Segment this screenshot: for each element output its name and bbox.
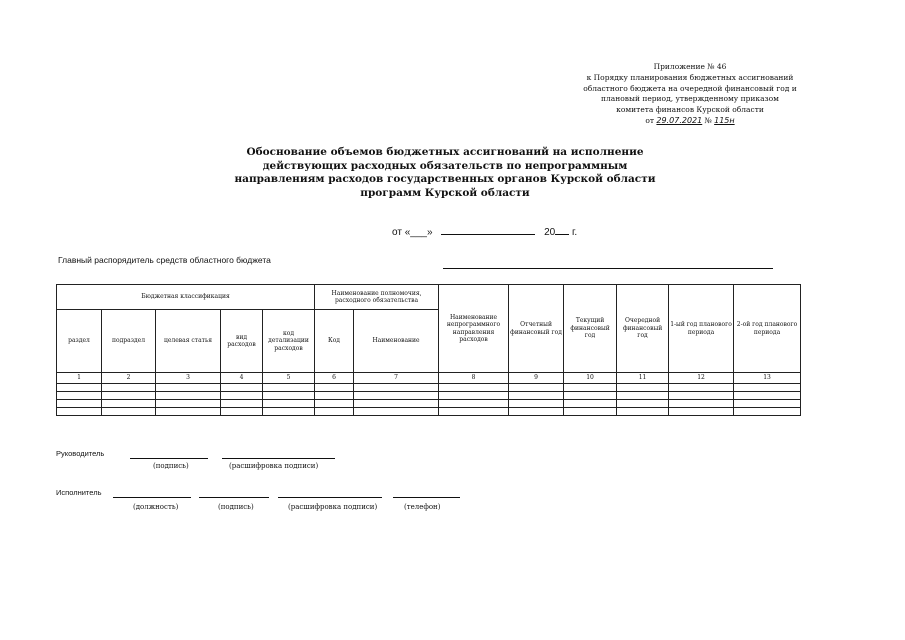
header-code: Код: [315, 310, 354, 373]
appendix-date-value: 29.07.2021: [656, 115, 703, 125]
chief-manager-field[interactable]: [443, 268, 773, 269]
appendix-text-line: плановый период, утвержденному приказом: [601, 94, 779, 104]
exec-signature-line[interactable]: [199, 497, 269, 498]
header-current-year: Текущий финансовый год: [564, 285, 617, 373]
appendix-number-value: 115н: [714, 115, 735, 125]
table-row[interactable]: [57, 400, 801, 408]
year-blank[interactable]: [555, 225, 569, 235]
head-caption-sign: (подпись): [153, 462, 189, 470]
head-label: Руководитель: [56, 449, 105, 458]
column-number: 8: [439, 373, 509, 384]
column-number: 11: [617, 373, 669, 384]
year-suffix: г.: [571, 227, 578, 238]
document-title: [230, 146, 660, 200]
header-plan-year-1: 1-ый год планового периода: [669, 285, 734, 373]
column-number: 2: [102, 373, 156, 384]
header-name: Наименование: [354, 310, 439, 373]
month-blank[interactable]: [441, 225, 535, 235]
column-number: 7: [354, 373, 439, 384]
exec-caption-position: (должность): [133, 503, 179, 511]
column-number: 12: [669, 373, 734, 384]
header-nonprogram: Наименование непрограммного направления расходов: [439, 285, 509, 373]
head-caption-decode: (расшифровка подписи): [229, 462, 319, 470]
exec-position-line[interactable]: [113, 497, 191, 498]
head-decode-line[interactable]: [222, 458, 335, 459]
chief-manager-label: Главный распорядитель средств областного бюджета: [58, 255, 271, 265]
title-line: направлениям расходов государственных органов Курской области: [234, 173, 656, 185]
column-number: 1: [57, 373, 102, 384]
header-expense-type: вид расходов: [221, 310, 263, 373]
header-plan-year-2: 2-ой год планового периода: [734, 285, 801, 373]
table-row[interactable]: [57, 408, 801, 416]
header-subsection: подраздел: [102, 310, 156, 373]
title-line: действующих расходных обязательств по непрограммным: [262, 159, 628, 172]
column-number: 3: [156, 373, 221, 384]
column-number: 10: [564, 373, 617, 384]
exec-caption-phone: (телефон): [404, 503, 441, 511]
budget-table: [56, 284, 801, 416]
appendix-text-line: комитета финансов Курской области: [616, 105, 764, 115]
table-row[interactable]: [57, 384, 801, 392]
appendix-text-line: к Порядку планирования бюджетных ассигнований: [586, 72, 794, 82]
table-row[interactable]: [57, 392, 801, 400]
appendix-title: Приложение № 46: [653, 62, 727, 71]
head-signature-line[interactable]: [130, 458, 208, 459]
appendix-block: [575, 62, 805, 127]
column-number: 6: [315, 373, 354, 384]
appendix-date-line: [575, 116, 805, 127]
header-next-year: Очередной финансовый год: [617, 285, 669, 373]
exec-caption-decode: (расшифровка подписи): [288, 503, 378, 511]
document-date-row: [392, 225, 577, 238]
exec-phone-line[interactable]: [393, 497, 460, 498]
exec-caption-sign: (подпись): [218, 503, 254, 511]
column-number: 13: [734, 373, 801, 384]
header-section: раздел: [57, 310, 102, 373]
column-number: 9: [509, 373, 564, 384]
year-prefix: 20: [544, 227, 556, 238]
date-prefix: от «___»: [392, 227, 433, 238]
exec-decode-line[interactable]: [278, 497, 382, 498]
header-budget-classification: Бюджетная классификация: [57, 285, 315, 310]
header-obligation: Наименование полномочия, расходного обязательства: [315, 285, 439, 310]
executor-label: Исполнитель: [56, 488, 102, 497]
column-numbers-row: [57, 373, 801, 384]
header-reporting-year: Отчетный финансовый год: [509, 285, 564, 373]
column-number: 4: [221, 373, 263, 384]
title-line: Обоснование объемов бюджетных ассигнований на исполнение: [246, 146, 644, 158]
appendix-number-prefix: №: [704, 115, 712, 125]
title-line: программ Курской области: [360, 186, 530, 199]
appendix-date-prefix: от: [645, 115, 655, 125]
appendix-text-line: областного бюджета на очередной финансовый год и: [583, 83, 797, 93]
column-number: 5: [263, 373, 315, 384]
header-target-item: целевая статья: [156, 310, 221, 373]
header-detail-code: код детализации расходов: [263, 310, 315, 373]
